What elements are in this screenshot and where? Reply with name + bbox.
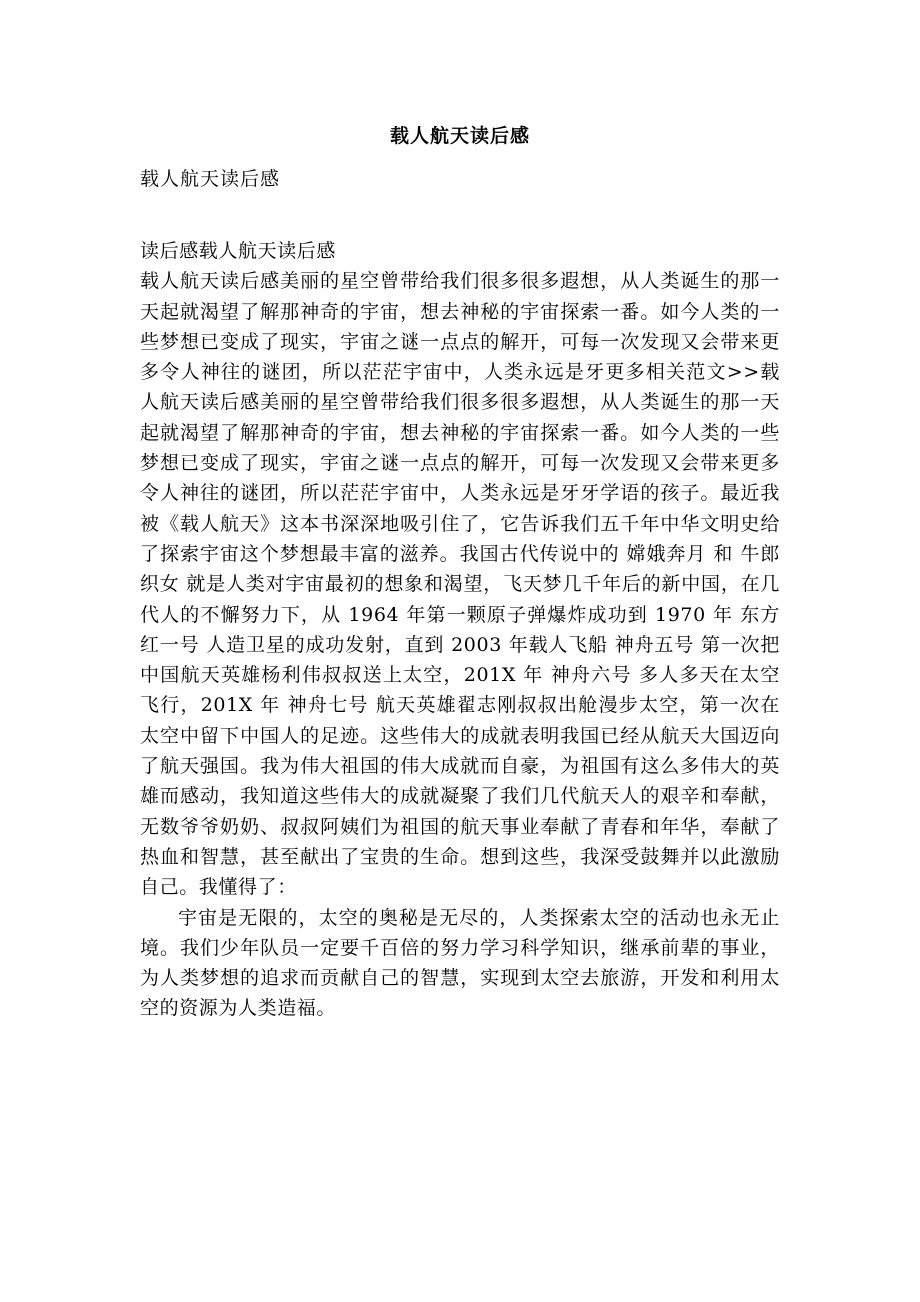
document-title: 载人航天读后感 bbox=[389, 125, 530, 147]
paragraph-conclusion: 宇宙是无限的，太空的奥秘是无尽的，人类探索太空的活动也永无止境。我们少年队员一定要千百倍的努力学习科学知识，继承前辈的事业，为人类梦想的追求而贡献自己的智慧，实现到太空去旅游，开发和利用太空的资源为人类造福。 bbox=[140, 906, 780, 1020]
paragraph-heading: 读后感载人航天读后感 bbox=[140, 240, 337, 262]
document-subtitle: 载人航天读后感 bbox=[140, 168, 281, 190]
document-body bbox=[140, 236, 780, 1024]
paragraph-main: 载人航天读后感美丽的星空曾带给我们很多很多遐想，从人类诞生的那一天起就渴望了解那神奇的宇宙，想去神秘的宇宙探索一番。如今人类的一些梦想已变成了现实，宇宙之谜一点点的解开，可每一次发现又会带来更多令人神往的谜团，所以茫茫宇宙中，人类永远是牙更多相关范文>>载人航天读后感美丽的星空曾带给我们很多很多遐想，从人类诞生的那一天起就渴望了解那神奇的宇宙，想去神秘的宇宙探索一番。如今人类的一些梦想已变成了现实，宇宙之谜一点点的解开，可每一次发现又会带来更多令人神往的谜团，所以茫茫宇宙中，人类永远是牙牙学语的孩子。最近我被《载人航天》这本书深深地吸引住了，它告诉我们五千年中华文明史给了探索宇宙这个梦想最丰富的滋养。我国古代传说中的 嫦娥奔月 和 牛郎织女 就是人类对宇宙最初的想象和渴望，飞天梦几千年后的新中国，在几代人的不懈努力下，从 1964 年第一颗原子弹爆炸成功到 1970 年 东方红一号 人造卫星的成功发射，直到 2003 年载人飞船 神舟五号 第一次把中国航天英雄杨利伟叔叔送上太空，201X 年 神舟六号 多人多天在太空飞行，201X 年 神舟七号 航天英雄翟志刚叔叔出舱漫步太空，第一次在太空中留下中国人的足迹。这些伟大的成就表明我国已经从航天大国迈向了航天强国。我为伟大祖国的伟大成就而自豪，为祖国有这么多伟大的英雄而感动，我知道这些伟大的成就凝聚了我们几代航天人的艰辛和奉献，无数爷爷奶奶、叔叔阿姨们为祖国的航天事业奉献了青春和年华，奉献了热血和智慧，甚至献出了宝贵的生命。想到这些，我深受鼓舞并以此激励自己。我懂得了： bbox=[140, 270, 780, 899]
